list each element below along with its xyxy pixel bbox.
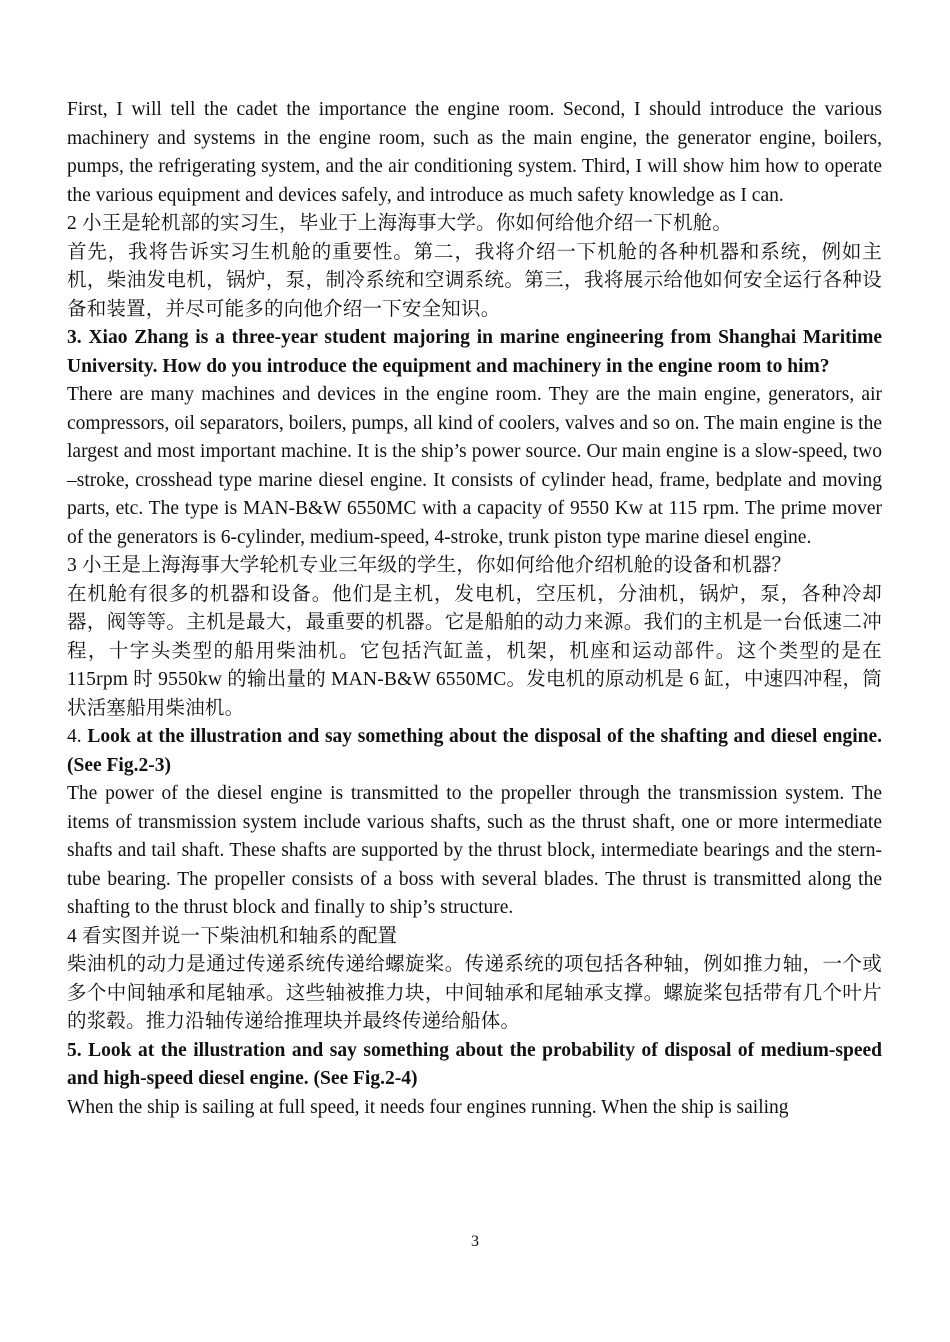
question-4-number: 4. <box>67 726 88 747</box>
question-4-text: Look at the illustration and say something about the disposal of the shafting and diesel engine. (See Fig.2-3) <box>67 726 882 776</box>
answer-2-zh: 首先，我将告诉实习生机舱的重要性。第二，我将介绍一下机舱的各种机器和系统，例如主机，柴油发电机，锅炉，泵，制冷系统和空调系统。第三，我将展示给他如何安全运行各种设备和装置，并尽可能多的向他介绍一下安全知识。 <box>67 241 882 320</box>
question-2-zh: 2 小王是轮机部的实习生，毕业于上海海事大学。你如何给他介绍一下机舱。 <box>67 213 733 234</box>
question-3-zh: 3 小王是上海海事大学轮机专业三年级的学生，你如何给他介绍机舱的设备和机器？ <box>67 555 792 576</box>
answer-3-en: There are many machines and devices in the engine room. They are the main engine, generators, air compressors, oil separators, boilers, pumps, all kind of coolers, valves and so on. The main engine is the largest and most important machine. It is the ship’s power source. Our main engine is a slow-speed, two –stroke, crosshead type marine diesel engine. It consists of cylinder head, frame, bedplate and moving parts, etc. The type is MAN-B&W 6550MC with a capacity of 9550 Kw at 115 rpm. The prime mover of the generators is 6-cylinder, medium-speed, 4-stroke, trunk piston type marine diesel engine. <box>67 384 882 548</box>
question-4-zh: 4 看实图并说一下柴油机和轴系的配置 <box>67 925 398 947</box>
answer-4-zh: 柴油机的动力是通过传递系统传递给螺旋桨。传递系统的项包括各种轴，例如推力轴，一个或多个中间轴承和尾轴承。这些轴被推力块，中间轴承和尾轴承支撑。螺旋桨包括带有几个叶片的浆毂。推力沿轴传递给推理块并最终传递给船体。 <box>67 954 882 1032</box>
answer-paragraph-en: First, I will tell the cadet the importance the engine room. Second, I should introduce the various machinery and systems in the engine room, such as the main engine, the generator engine, boilers, pumps, the refrigerating system, and the air conditioning system. Third, I will show him how to operate the various equipment and devices safely, and introduce as much safety knowledge as I can. <box>67 99 882 206</box>
answer-3-zh: 在机舱有很多的机器和设备。他们是主机，发电机，空压机，分油机，锅炉，泵，各种冷却器，阀等等。主机是最大，最重要的机器。它是船舶的动力来源。我们的主机是一台低速二冲程，十字头类型的船用柴油机。它包括汽缸盖，机架，机座和运动部件。这个类型的是在 115rpm 时 9550kw 的输出量的 MAN-B&W 6550MC。发电机的原动机是 6 缸，中速四冲程，筒状活塞船用柴油机。 <box>67 583 882 719</box>
question-3-en: 3. Xiao Zhang is a three-year student majoring in marine engineering from Shanghai Maritime University. How do you introduce the equipment and machinery in the engine room to him? <box>67 327 882 377</box>
page-number: 3 <box>471 1233 479 1250</box>
question-5-en: 5. Look at the illustration and say something about the probability of disposal of medium-speed and high-speed diesel engine. (See Fig.2-4) <box>67 1039 882 1089</box>
answer-5-en: When the ship is sailing at full speed, it needs four engines running. When the ship is sailing <box>67 1096 789 1118</box>
answer-4-en: The power of the diesel engine is transmitted to the propeller through the transmission system. The items of transmission system include various shafts, such as the thrust shaft, one or more intermediate shafts and tail shaft. These shafts are supported by the thrust block, intermediate bearings and the stern-tube bearing. The propeller consists of a boss with several blades. The thrust is transmitted along the shafting to the thrust block and finally to ship’s structure. <box>67 783 882 918</box>
document-page <box>67 96 882 1122</box>
question-4-en <box>67 723 882 780</box>
